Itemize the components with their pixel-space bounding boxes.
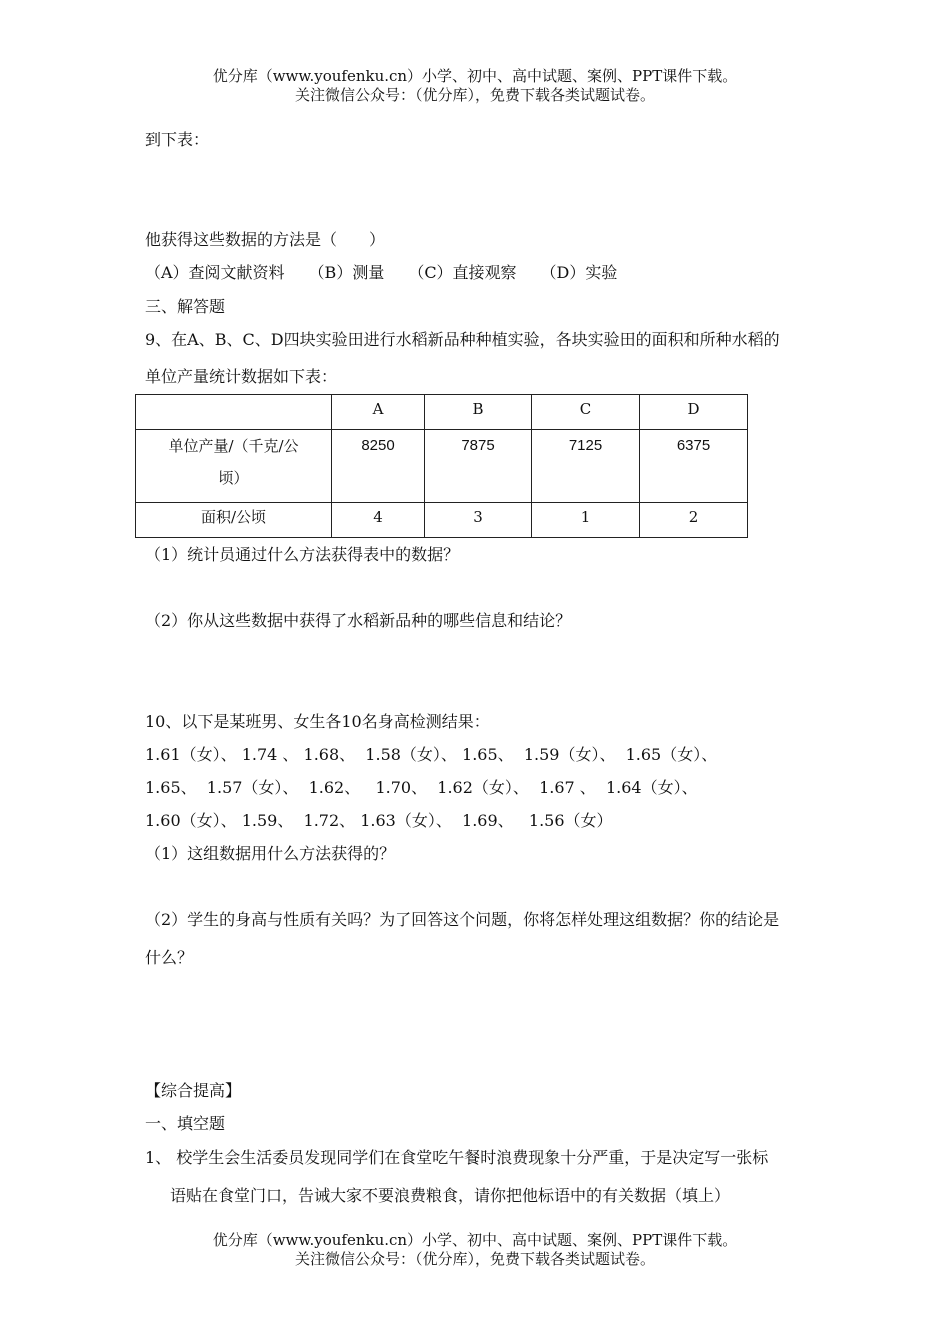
header-line-2: 关注微信公众号：（优分库），免费下载各类试题试卷。 — [294, 86, 655, 104]
row-label-yield-line-1: 单位产量/（千克/公 — [168, 437, 299, 455]
q8-options: （A）查阅文献资料 （B）测量 （C）直接观察 （D）实验 — [145, 263, 618, 282]
table-header-c: C — [532, 395, 640, 430]
table-cell: 2 — [640, 503, 748, 538]
table-cell — [136, 395, 332, 430]
q9-sub-1: （1）统计员通过什么方法获得表中的数据？ — [145, 545, 460, 564]
q8-tail: 到下表： — [145, 130, 210, 149]
row-label-yield — [136, 430, 332, 503]
header-line-1: 优分库（www.youfenku.cn）小学、初中、高中试题、案例、PPT课件下载。 — [212, 67, 738, 85]
advanced-q1-line-2: 语贴在食堂门口，告诫大家不要浪费粮食，请你把他标语中的有关数据（填上） — [170, 1186, 731, 1205]
advanced-section-1: 一、填空题 — [145, 1114, 226, 1133]
q10-sub-2-line-1: （2）学生的身高与性质有关吗？为了回答这个问题，你将怎样处理这组数据？你的结论是 — [145, 910, 780, 929]
row-label-area: 面积/公顷 — [136, 503, 332, 538]
advanced-q1-line-1: 1、 校学生会生活委员发现同学们在食堂吃午餐时浪费现象十分严重，于是决定写一张标 — [145, 1148, 769, 1167]
q10-data-1: 1.61（女）、 1.74 、 1.68、 1.58（女）、 1.65、 1.59（女）、 1.65（女）、 — [145, 745, 718, 764]
table-cell: 4 — [332, 503, 425, 538]
yield-table — [135, 394, 748, 538]
table-header-b: B — [425, 395, 532, 430]
footer-line-1: 优分库（www.youfenku.cn）小学、初中、高中试题、案例、PPT课件下载。 — [212, 1231, 738, 1249]
table-row — [136, 503, 748, 538]
q10-sub-1: （1）这组数据用什么方法获得的？ — [145, 844, 396, 863]
table-header-a: A — [332, 395, 425, 430]
q9-line-1: 9、在A、B、C、D四块实验田进行水稻新品种种植实验，各块实验田的面积和所种水稻的 — [145, 330, 780, 349]
q10-intro: 10、以下是某班男、女生各10名身高检测结果： — [145, 712, 490, 731]
q9-line-2: 单位产量统计数据如下表： — [145, 367, 338, 386]
table-header-d: D — [640, 395, 748, 430]
q10-sub-2-line-2: 什么？ — [145, 948, 194, 967]
q10-data-2: 1.65、 1.57（女）、 1.62、 1.70、 1.62（女）、 1.67 、 1.64（女）、 — [145, 778, 698, 797]
q8-question: 他获得这些数据的方法是（ ） — [145, 230, 386, 249]
table-header-row — [136, 395, 748, 430]
table-cell: 1 — [532, 503, 640, 538]
table-cell: 8250 — [332, 430, 425, 503]
table-cell: 6375 — [640, 430, 748, 503]
footer-line-2: 关注微信公众号：（优分库），免费下载各类试题试卷。 — [294, 1250, 655, 1268]
table-cell: 7875 — [425, 430, 532, 503]
table-row — [136, 430, 748, 503]
table-cell: 7125 — [532, 430, 640, 503]
section-3-heading: 三、解答题 — [145, 297, 226, 316]
q10-data-3: 1.60（女）、 1.59、 1.72、 1.63（女）、 1.69、 1.56（女） — [145, 811, 613, 830]
table-cell: 3 — [425, 503, 532, 538]
advanced-title: 【综合提高】 — [145, 1081, 242, 1100]
row-label-yield-line-2: 顷） — [218, 469, 249, 487]
q9-sub-2: （2）你从这些数据中获得了水稻新品种的哪些信息和结论？ — [145, 611, 572, 630]
